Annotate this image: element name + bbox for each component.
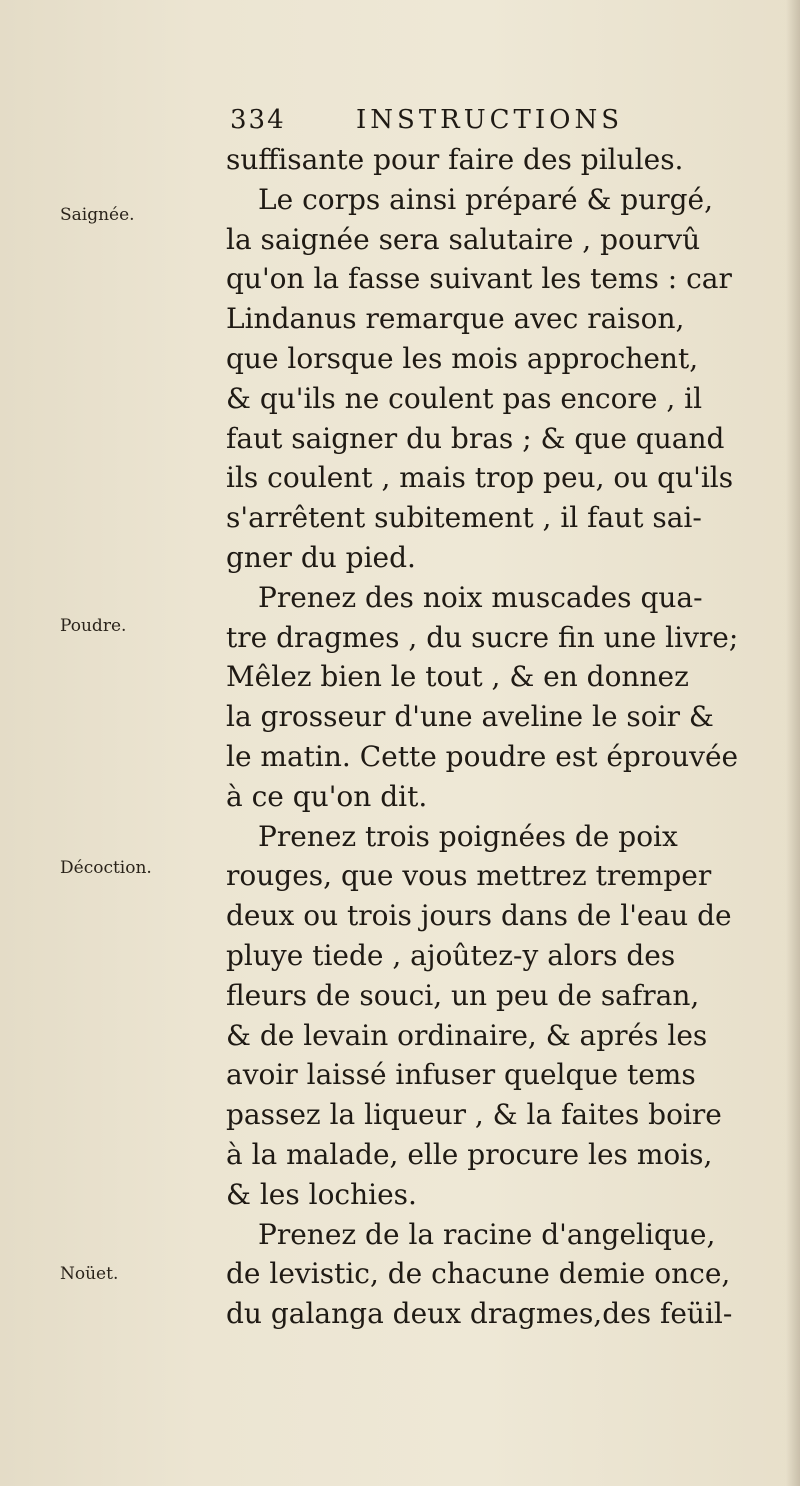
text-line: pluye tiede , ajoûtez-y alors des	[226, 938, 676, 972]
text-line: & les lochies.	[226, 1177, 417, 1211]
text-line: la saignée sera salutaire , pourvû	[226, 222, 701, 256]
text-line: deux ou trois jours dans de l'eau de	[226, 899, 732, 933]
running-title: INSTRUCTIONS	[356, 105, 624, 135]
page-edge-shadow	[786, 0, 800, 1486]
text-line: Le corps ainsi préparé & purgé,	[258, 182, 713, 216]
text-line: de levistic, de chacune demie once,	[226, 1257, 731, 1291]
text-line: à ce qu'on dit.	[226, 779, 428, 813]
text-line: avoir laissé infuser quelque tems	[226, 1058, 696, 1092]
text-line: s'arrêtent subitement , il faut sai-	[226, 501, 702, 535]
text-line: ils coulent , mais trop peu, ou qu'ils	[226, 461, 734, 495]
page-number: 334	[230, 105, 286, 135]
text-line: tre dragmes , du sucre fin une livre;	[226, 620, 739, 654]
text-line: du galanga deux dragmes,des feüil-	[226, 1297, 733, 1331]
margin-note-poudre: Poudre.	[60, 616, 127, 636]
text-line: & de levain ordinaire, & aprés les	[226, 1018, 708, 1052]
margin-note-decoction: Décoction.	[60, 858, 152, 878]
text-line: Lindanus remarque avec raison,	[226, 302, 685, 336]
text-line: gner du pied.	[226, 540, 416, 574]
margin-note-nouet: Noüet.	[60, 1264, 119, 1284]
page-header	[226, 100, 786, 140]
text-line: passez la liqueur , & la faites boire	[226, 1098, 722, 1132]
text-line: Prenez des noix muscades qua-	[258, 580, 703, 614]
text-line: rouges, que vous mettrez tremper	[226, 859, 712, 893]
text-line: la grosseur d'une aveline le soir &	[226, 700, 714, 734]
margin-note-saignee: Saignée.	[60, 205, 135, 225]
text-line: & qu'ils ne coulent pas encore , il	[226, 381, 703, 415]
text-line: suffisante pour faire des pilules.	[226, 143, 684, 176]
text-line: que lorsque les mois approchent,	[226, 341, 699, 375]
text-line: fleurs de souci, un peu de safran,	[226, 978, 700, 1012]
text-line: à la malade, elle procure les mois,	[226, 1137, 713, 1171]
text-line: le matin. Cette poudre est éprouvée	[226, 739, 739, 773]
text-line: faut saigner du bras ; & que quand	[226, 421, 725, 455]
text-line: Mêlez bien le tout , & en donnez	[226, 660, 689, 694]
text-line: qu'on la fasse suivant les tems : car	[226, 262, 732, 296]
text-line: Prenez trois poignées de poix	[258, 819, 678, 853]
text-line: Prenez de la racine d'angelique,	[258, 1217, 716, 1251]
main-text	[226, 140, 786, 1334]
